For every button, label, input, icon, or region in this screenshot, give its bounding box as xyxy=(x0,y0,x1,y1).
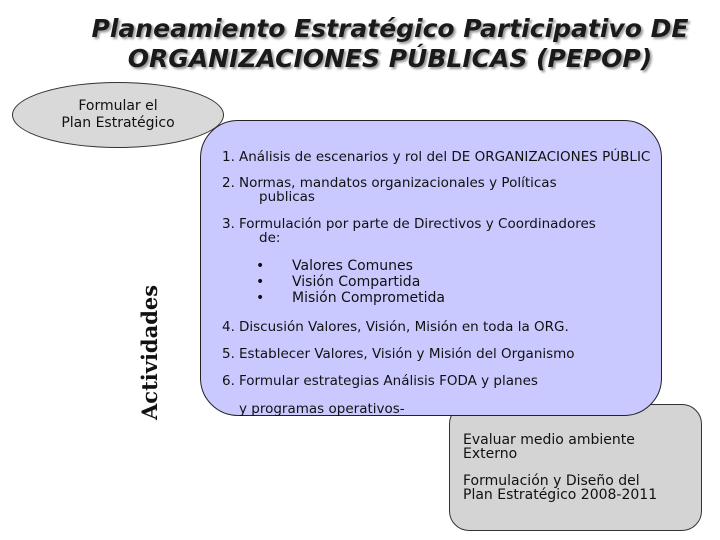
activity-item-3-text: Formulación por parte de Directivos y Coordinadores xyxy=(239,216,596,232)
activity-item-2-cont: publicas xyxy=(259,189,315,205)
start-node-line-1: Formular el xyxy=(78,98,158,114)
activity-item-5 xyxy=(222,347,575,361)
activity-item-6 xyxy=(222,374,538,388)
outputs-line-3: Formulación y Diseño del xyxy=(463,473,640,489)
activity-item-4-text: Discusión Valores, Visión, Misión en toda la ORG. xyxy=(239,319,569,335)
activity-item-3 xyxy=(222,217,596,245)
activity-item-4-num: 4. xyxy=(222,319,235,335)
bullet-text: Visión Compartida xyxy=(292,274,421,290)
activity-item-1-num: 1. xyxy=(222,149,235,165)
activity-item-2-num: 2. xyxy=(222,175,235,191)
bullet-dot: • xyxy=(256,258,265,274)
activities-side-label: Actividades xyxy=(137,284,162,420)
activity-item-3-cont: de: xyxy=(259,230,281,246)
activity-item-6-text: Formular estrategias Análisis FODA y planes xyxy=(239,373,538,389)
bullet-text: Misión Comprometida xyxy=(292,290,446,306)
activity-item-5-text: Establecer Valores, Visión y Misión del Organismo xyxy=(239,346,575,362)
outputs-line-4: Plan Estratégico 2008-2011 xyxy=(463,487,658,503)
title-line-1: Planeamiento Estratégico Participativo DE xyxy=(91,14,689,43)
outputs-box xyxy=(449,404,702,531)
activity-item-5-num: 5. xyxy=(222,346,235,362)
activity-item-4 xyxy=(222,320,569,334)
activity-item-1-text: Análisis de escenarios y rol del DE ORGANIZACIONES PÚBLIC xyxy=(239,149,651,165)
title-line-2: ORGANIZACIONES PÚBLICAS (PEPOP) xyxy=(127,44,653,73)
activity-item-1 xyxy=(222,150,650,164)
activity-item-2-text: Normas, mandatos organizacionales y Políticas xyxy=(239,175,557,191)
activity-item-3-num: 3. xyxy=(222,216,235,232)
bullet-text: Valores Comunes xyxy=(292,258,413,274)
bullet-dot: • xyxy=(256,274,265,290)
bullet-item xyxy=(256,258,413,274)
page-title xyxy=(70,14,710,74)
start-node-line-2: Plan Estratégico xyxy=(61,115,175,131)
bullet-dot: • xyxy=(256,290,265,306)
bullet-item xyxy=(256,274,420,290)
bullet-item xyxy=(256,290,445,306)
outputs-line-1: Evaluar medio ambiente xyxy=(463,432,635,448)
start-node xyxy=(12,82,224,148)
outputs-line-2: Externo xyxy=(463,446,518,462)
activity-item-2 xyxy=(222,176,557,204)
activity-item-6-num: 6. xyxy=(222,373,235,389)
activity-item-6-cont: y programas operativos- xyxy=(239,401,405,417)
